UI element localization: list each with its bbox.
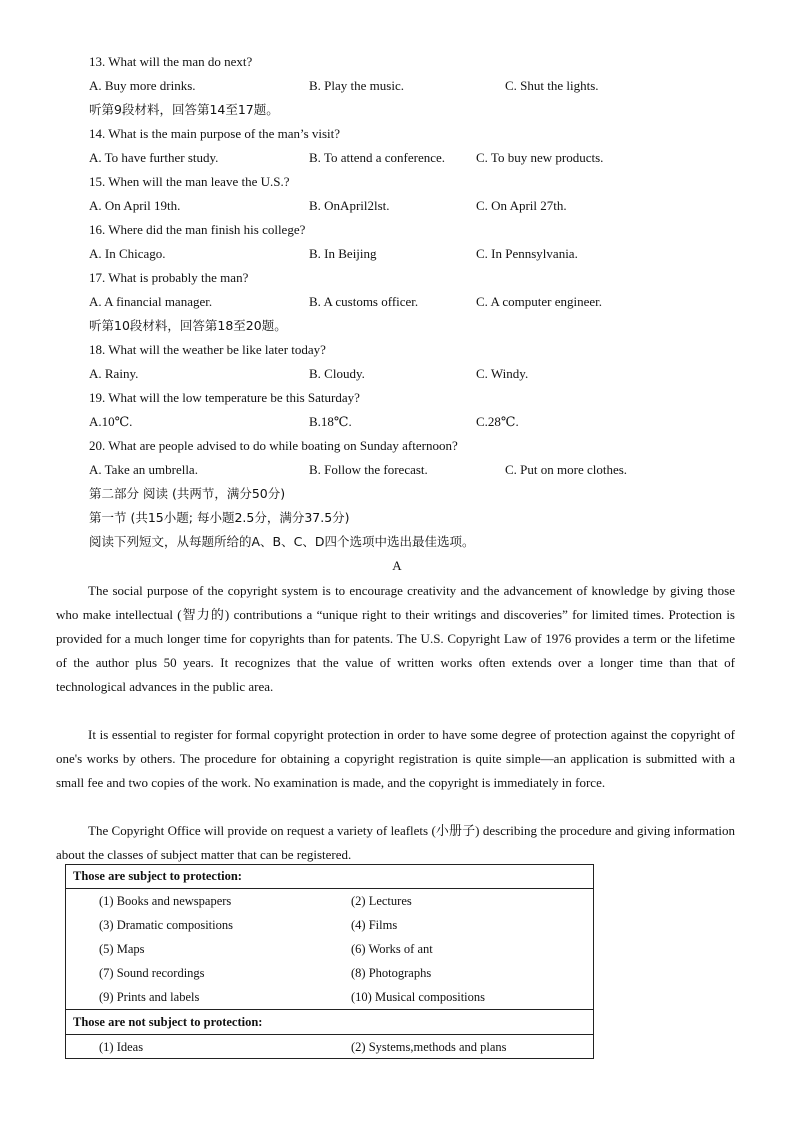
table-cell: (7) Sound recordings bbox=[99, 965, 205, 980]
question-14-option-a: A. To have further study. bbox=[89, 150, 219, 165]
question-15-option-b: B. OnApril2lst. bbox=[309, 198, 390, 213]
table-cell: (2) Systems,methods and plans bbox=[351, 1039, 507, 1054]
question-13-option-a: A. Buy more drinks. bbox=[89, 78, 196, 93]
question-13-stem: 13. What will the man do next? bbox=[89, 54, 253, 69]
section-instruction-9: 听第9段材料，回答第14至17题。 bbox=[89, 102, 279, 117]
question-16-stem: 16. Where did the man finish his college? bbox=[89, 222, 306, 237]
question-16-option-c: C. In Pennsylvania. bbox=[476, 246, 578, 261]
question-17-option-c: C. A computer engineer. bbox=[476, 294, 603, 309]
question-17-option-a: A. A financial manager. bbox=[89, 294, 213, 309]
table-cell: (1) Ideas bbox=[99, 1039, 144, 1054]
passage-paragraph-2: It is essential to register for formal copyright protection in order to have some degree of protection against the copyright of one's works by others. The procedure for obtaining a copyright registration is quite simple—an application is submitted with a small fee and two copies of the work. No examination is made, and the copyright is immediately in force. bbox=[56, 727, 735, 790]
question-18-option-a: A. Rainy. bbox=[89, 366, 139, 381]
unprotected-header: Those are not subject to protection: bbox=[65, 1010, 594, 1035]
table-cell: (5) Maps bbox=[99, 941, 145, 956]
table-cell: (6) Works of ant bbox=[351, 941, 433, 956]
table-cell: (8) Photographs bbox=[351, 965, 432, 980]
question-20-option-c: C. Put on more clothes. bbox=[505, 462, 628, 477]
question-20-option-b: B. Follow the forecast. bbox=[309, 462, 428, 477]
section-instruction-10: 听第10段材料，回答第18至20题。 bbox=[89, 318, 287, 333]
question-18-option-b: B. Cloudy. bbox=[309, 366, 365, 381]
table-row bbox=[65, 985, 594, 1010]
question-15-stem: 15. When will the man leave the U.S.? bbox=[89, 174, 290, 189]
question-18-option-c: C. Windy. bbox=[476, 366, 529, 381]
table-row bbox=[65, 937, 594, 961]
question-14-option-b: B. To attend a conference. bbox=[309, 150, 446, 165]
part2-instruction: 阅读下列短文，从每题所给的A、B、C、D四个选项中选出最佳选项。 bbox=[89, 534, 475, 549]
question-15-option-c: C. On April 27th. bbox=[476, 198, 567, 213]
question-19-option-a: A.10℃. bbox=[89, 414, 133, 429]
passage-label: A bbox=[392, 558, 402, 573]
table-row bbox=[65, 913, 594, 937]
table-cell: (10) Musical compositions bbox=[351, 989, 486, 1004]
table-row bbox=[65, 961, 594, 985]
question-20-stem: 20. What are people advised to do while boating on Sunday afternoon? bbox=[89, 438, 458, 453]
protection-table bbox=[65, 864, 594, 1059]
question-15-option-a: A. On April 19th. bbox=[89, 198, 181, 213]
table-cell: (9) Prints and labels bbox=[99, 989, 200, 1004]
table-row bbox=[65, 889, 594, 914]
table-cell: (4) Films bbox=[351, 917, 398, 932]
question-20-option-a: A. Take an umbrella. bbox=[89, 462, 198, 477]
question-14-option-c: C. To buy new products. bbox=[476, 150, 604, 165]
question-19-stem: 19. What will the low temperature be this Saturday? bbox=[89, 390, 360, 405]
table-cell: (3) Dramatic compositions bbox=[99, 917, 233, 932]
question-13-option-b: B. Play the music. bbox=[309, 78, 404, 93]
question-19-option-c: C.28℃. bbox=[476, 414, 519, 429]
question-16-option-a: A. In Chicago. bbox=[89, 246, 166, 261]
passage-paragraph-1: The social purpose of the copyright system is to encourage creativity and the advancement of knowledge by giving those who make intellectual (智力的) contributions a “unique right to their writings and discoveries” for limited times. Protection is provided for a much longer time for copyrights than for patents. The U.S. Copyright Law of 1976 provides a term or the lifetime of the author plus 50 years. It recognizes that the value of written works often extends over a longer time than that of technological advances in the public area. bbox=[56, 583, 735, 694]
part2-section1-heading: 第一节 (共15小题; 每小题2.5分，满分37.5分) bbox=[89, 510, 350, 525]
question-17-option-b: B. A customs officer. bbox=[309, 294, 419, 309]
question-16-option-b: B. In Beijing bbox=[309, 246, 377, 261]
part2-heading: 第二部分 阅读 (共两节，满分50分) bbox=[89, 486, 286, 501]
question-17-stem: 17. What is probably the man? bbox=[89, 270, 249, 285]
question-19-option-b: B.18℃. bbox=[309, 414, 352, 429]
table-cell: (2) Lectures bbox=[351, 893, 412, 908]
table-cell: (1) Books and newspapers bbox=[99, 893, 232, 908]
question-18-stem: 18. What will the weather be like later today? bbox=[89, 342, 326, 357]
question-13-option-c: C. Shut the lights. bbox=[505, 78, 599, 93]
protected-header: Those are subject to protection: bbox=[65, 864, 594, 889]
question-14-stem: 14. What is the main purpose of the man’s visit? bbox=[89, 126, 341, 141]
passage-paragraph-3: The Copyright Office will provide on request a variety of leaflets (小册子) describing the procedure and giving information about the classes of subject matter that can be registered. bbox=[56, 823, 735, 862]
table-row bbox=[65, 1035, 594, 1060]
